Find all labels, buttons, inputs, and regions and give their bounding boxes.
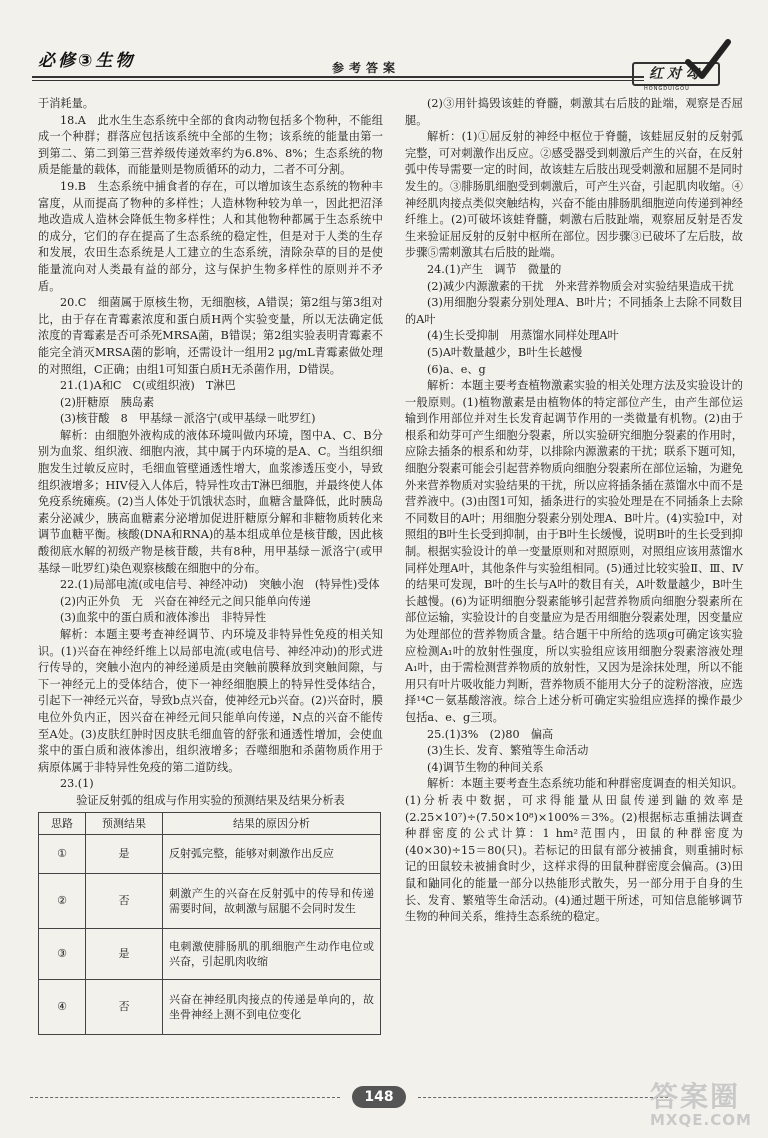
table-cell-analysis: 反射弧完整，能够对刺激作出反应 (163, 835, 381, 874)
answer-paragraph: (4)生长受抑制 用蒸馏水同样处理A叶 (427, 329, 619, 343)
table-header-cell: 思路 (39, 812, 86, 835)
brand-logo (622, 42, 742, 92)
answer-paragraph: 解析：(1)①屈反射的神经中枢位于脊髓，该蛙屈反射的反射弧完整，可对刺激作出反应。②感受器受到刺激后产生的兴奋，在反射弧中传导需要一定的时间，故该蛙左后肢出现受刺激和屈腿不是同时发生的。③腓肠肌细胞受到刺激后，可产生兴奋，引起肌肉收缩。④神经肌肉接点类似突触结构，兴奋不能由腓肠肌细胞逆向传递到神经纤维上。(2)可破坏该蛙脊髓，刺激右后肢趾端，观察屈反射是否发生来验证屈反射的反射中枢所在部位。因步骤③已破坏了左后肢，故步骤⑤需刺激其右后肢的趾端。 (405, 130, 743, 260)
answer-paragraph: (3)用细胞分裂素分别处理A、B叶片；不同插条上去除不同数目的A叶 (405, 296, 743, 326)
table-title: 验证反射弧的组成与作用实验的预测结果及结果分析表 (76, 793, 345, 807)
right-paragraphs (405, 96, 743, 926)
watermark-text: 答案圈 (650, 1080, 741, 1113)
answer-paragraph: (2)肝糖原 胰岛素 (60, 395, 155, 409)
answer-paragraph: 19.B 生态系统中捕食者的存在，可以增加该生态系统的物种丰富度，从而提高了物种的多样性；人造林物种较为单一，因此把沼泽地改造成人造林会降低生物多样性；人和其他物种都属于生态系统中的成分，它们的存在提高了生态系统的稳定性，但是对于人类的生存和发展，农田生态系统是人工建立的生态系统，清除杂草的目的是使能量流向对人类最有益的部分，这与保护生物多样性的原则并不矛盾。 (38, 179, 383, 293)
table-cell-result: 是 (86, 929, 163, 980)
page-number: 148 (352, 1086, 406, 1108)
table-header-cell: 结果的原因分析 (163, 812, 381, 835)
table-row (39, 874, 381, 929)
header-rule-thin (32, 80, 644, 81)
table-cell-result: 否 (86, 980, 163, 1035)
answer-paragraph: (2)③用针捣毁该蛙的脊髓，刺激其右后肢的趾端，观察是否屈腿。 (405, 97, 743, 127)
header-rule (32, 76, 644, 78)
answer-paragraph: 解析：由细胞外液构成的液体环境叫做内环境，图中A、C、B分别为血浆、组织液、细胞内液，其中属于内环境的是A、C。当组织细胞发生过敏反应时，毛细血管壁通透性增大，血浆渗透压变小，导致组织液增多；HIV侵入人体后，特异性攻击T淋巴细胞，并最终使人体免疫系统瘫痪。(2)当人体处于饥饿状态时，血糖含量降低，此时胰岛素分泌减少，胰高血糖素分泌增加促进肝糖原分解和非糖物质转化来调节血糖平衡。核酸(DNA和RNA)的基本组成单位是核苷酸，因此核酸彻底水解的初级产物是核苷酸，共有8种，用甲基绿－派洛宁(或甲基绿－吡罗红)染色观察核酸在细胞中的分布。 (38, 428, 383, 575)
answer-paragraph: (3)血浆中的蛋白质和液体渗出 非特异性 (60, 611, 267, 625)
table-header-row (39, 812, 381, 835)
left-column (38, 96, 383, 1035)
answer-paragraph: (2)减少内源激素的干扰 外来营养物质会对实验结果造成干扰 (427, 279, 734, 293)
table-cell-result: 否 (86, 874, 163, 929)
answer-paragraph: 解析：本题主要考查神经调节、内环境及非特异性免疫的相关知识。(1)兴奋在神经纤维上以局部电流(或电信号、神经冲动)的形式进行传导的，突触小泡内的神经递质是由突触前膜释放到突触间隙，与下一神经元上的受体结合，使下一神经细胞膜上的特异性受体结合，引起下一神经元兴奋，导致b点兴奋，使神经元b兴奋。(2)兴奋时，膜电位外负内正，因兴奋在神经元间只能单向传递，N点的兴奋不能传至A处。(3)皮肤红肿时因皮肤毛细血管的舒张和通透性增加，会使血浆中的蛋白质和液体渗出，组织液增多；吞噬细胞和杀菌物质作用于病原体属于非特异性免疫的第二道防线。 (38, 628, 383, 774)
answer-paragraph: (4)调节生物的种间关系 (427, 760, 544, 774)
page-footer (30, 1088, 740, 1108)
right-column (405, 96, 743, 926)
page-header (32, 42, 742, 92)
answer-paragraph: (2)内正外负 无 兴奋在神经元之间只能单向传递 (60, 594, 311, 608)
answer-paragraph: 22.(1)局部电流(或电信号、神经冲动) 突触小泡 (特异性)受体 (60, 578, 380, 592)
answer-paragraph: 解析：本题主要考查生态系统功能和种群密度调查的相关知识。(1)分析表中数据，可求得能量从田鼠传递到鼬的效率是(2.25×10⁷)÷(7.50×10⁸)×100%＝3%。(2)根据标志重捕法调查种群密度的公式计算：1 hm²范围内，田鼠的种群密度为(40×30)÷15＝80(只)。若标记的田鼠有部分被捕食，则重捕时标记的田鼠较未被捕食时少，这样求得的田鼠种群密度会偏高。(3)田鼠和鼬同化的能量一部分以热能形式散失，另一部分用于自身的生长、发育、繁殖等生命活动。(4)通过题干所述，可知信息能够调节生物的种间关系，维持生态系统的稳定。 (405, 777, 743, 924)
answer-paragraph: 21.(1)A和C C(或组织液) T淋巴 (60, 379, 236, 393)
answer-paragraph: 23.(1) (60, 777, 94, 791)
answer-paragraph: 于消耗量。 (38, 97, 94, 110)
answer-paragraph: (6)a、e、g (427, 362, 486, 376)
table-row (39, 929, 381, 980)
answer-paragraph: 解析：本题主要考查植物激素实验的相关处理方法及实验设计的一般原则。(1)植物激素是由植物体的特定部位产生，由产生部位运输到作用部位并对生长发育起调节作用的一类微量有机物。(2)由于根系和幼芽可产生细胞分裂素，所以实验研究细胞分裂素的作用时，应除去插条的根系和幼芽，以排除内源激素的干扰；联系下题可知，细胞分裂素可能会引起营养物质向细胞分裂素所在部位运输，为避免外来营养物质对实验结果的干扰，所以应将插条插在蒸馏水中而不是营养液中。(3)由图1可知，插条进行的实验处理是在不同插条上去除不同数目的A叶；用细胞分裂素分别处理A、B叶片。(4)实验Ⅰ中，对照组的B叶生长受到抑制，由于B叶生长缓慢，说明B叶的生长受到抑制。根据实验设计的单一变量原则和对照原则，对照组应该用蒸馏水同样处理A叶，其他条件与实验组相同。(5)通过比较实验Ⅱ、Ⅲ、Ⅳ的结果可发现，B叶的生长与A叶的数目有关，A叶数量越少，B叶生长越慢。(6)为证明细胞分裂素能够引起营养物质向细胞分裂素所在部位运输，实验设计的自变量应为是否用细胞分裂素处理，因变量应为处理部位的营养物质含量。结合题干中所给的选项g可确定该实验应检测A₁叶的放射性强度，所以实验组应该用细胞分裂素溶液处理A₁叶，由于需检测营养物质的放射性，又因为是涂抹处理，所以不能用只有叶片吸收能力判断，营养物质不能用大分子的淀粉溶液，应选择¹⁴C－氨基酸溶液。综合上述分析可确定实验组应选择的操作最少包括a、e、g三项。 (405, 379, 743, 724)
subject-title: 必修③生物 (38, 51, 136, 71)
answer-paragraph: 25.(1)3% (2)80 偏高 (427, 727, 554, 741)
answer-paragraph: 20.C 细菌属于原核生物，无细胞核，A错误；第2组与第3组对比，由于存在青霉素浓度和蛋白质H两个实验变量，所以无法确定低浓度的青霉素是否可杀死MRSA菌，B错误；第2组实验表明青霉素不能完全消灭MRSA菌的影响，还需设计一组用2 μg/mL青霉素做处理的对照组，C正确；由组1可知蛋白质H无杀菌作用，D错误。 (38, 296, 383, 376)
watermark (650, 1075, 752, 1129)
table-row (39, 980, 381, 1035)
brand-name: 红对勾 (632, 62, 720, 86)
table-cell-id: ③ (39, 929, 86, 980)
answer-paragraph: (3)核苷酸 8 甲基绿－派洛宁(或甲基绿－吡罗红) (60, 412, 316, 426)
table-cell-analysis: 刺激产生的兴奋在反射弧中的传导和传递需要时间，故刺激与屈腿不会同时发生 (163, 874, 381, 929)
table-cell-id: ② (39, 874, 86, 929)
left-paragraphs (38, 96, 383, 793)
table-header-cell: 预测结果 (86, 812, 163, 835)
footer-rule-left (30, 1097, 340, 1098)
brand-subtitle: HONGDUIGOU (644, 86, 690, 92)
table-cell-id: ④ (39, 980, 86, 1035)
section-title: 参考答案 (332, 61, 401, 75)
footer-rule-right (418, 1097, 668, 1098)
watermark-url: MXQE.COM (650, 1111, 752, 1129)
table-cell-id: ① (39, 835, 86, 874)
answer-paragraph: (5)A叶数量越少，B叶生长越慢 (427, 345, 583, 359)
results-table (38, 812, 381, 1036)
table-cell-result: 是 (86, 835, 163, 874)
answer-paragraph: 24.(1)产生 调节 微量的 (427, 262, 562, 276)
table-row (39, 835, 381, 874)
table-cell-analysis: 兴奋在神经肌肉接点的传递是单向的，故坐骨神经上测不到电位变化 (163, 980, 381, 1035)
answer-paragraph: 18.A 此水生生态系统中全部的食肉动物包括多个物种，不能组成一个种群；群落应包括该系统中全部的生物；该系统的能量由第一到第二、第二到第三营养级传递效率约为6.8%、8%；生态系统的物质是能量的载体，而能量则是物质循环的动力，二者不可分割。 (38, 113, 383, 177)
table-cell-analysis: 电刺激使腓肠肌的肌细胞产生动作电位或兴奋，引起肌肉收缩 (163, 929, 381, 980)
checkmark-icon (684, 36, 732, 84)
answer-paragraph: (3)生长、发育、繁殖等生命活动 (427, 744, 589, 758)
